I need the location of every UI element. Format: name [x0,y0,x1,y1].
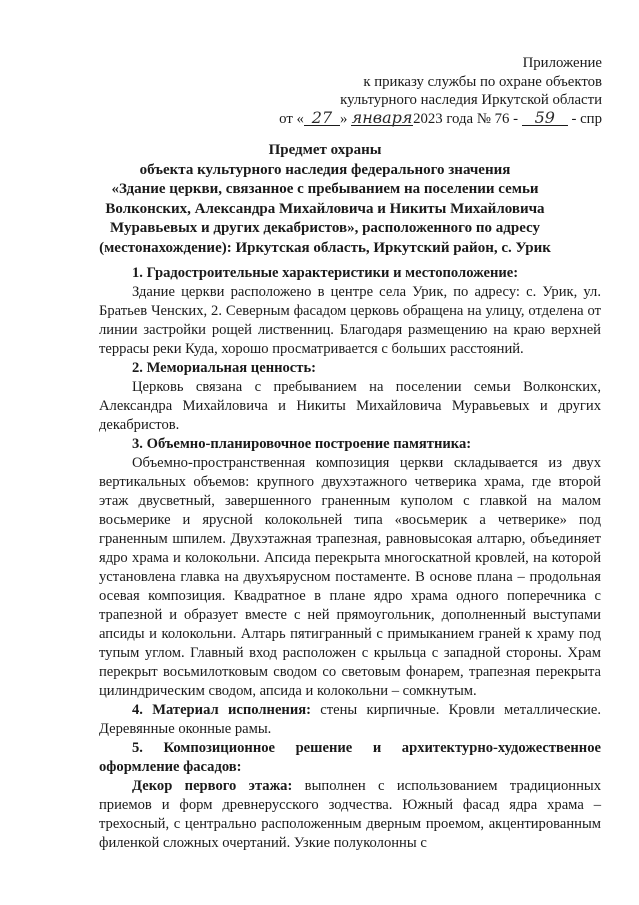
section-1-heading: 1. Градостроительные характеристики и местоположение: [132,265,519,281]
section-1-text: Здание церкви расположено в центре села Урик, по адресу: с. Урик, ул. Братьев Ченских, 2. Северным фасадом церковь обращена на улицу, отделена от линии застройки рощей лиственниц. Благодаря размещению на краю верхней террасы реки Куда, хорошо просматривается с больших расстояний. [99,284,601,357]
section-5-text: выполнен с использованием традиционных приемов и форм древнерусского зодчества. Южный фасад ядра храма – трехосный, с центрально расположенным дверным проемом, акцентированным филенкой сложных очертаний. Узкие полуколонны с [99,778,602,851]
title-line: объекта культурного наследия федерального значения [139,161,511,178]
section-4-heading: 4. Материал исполнения: [132,702,312,718]
section-5-heading-cont: оформление фасадов: [99,759,242,775]
section-4-paragraph [99,701,601,739]
section-3-heading: 3. Объемно-планировочное построение памятника: [132,436,472,452]
handwritten-month: января [351,107,413,127]
date-year-text: 2023 года № 76 - [413,110,519,127]
title-line: (местонахождение): Иркутская область, Иркутский район, с. Урик [99,239,551,256]
section-4-text: стены кирпичные. Кровли металлические. Деревянные оконные рамы. [99,702,601,737]
appendix-order-line: к приказу службы по охране объектов [363,73,602,90]
appendix-label: Приложение [522,55,602,71]
title-line: Предмет охраны [268,142,382,158]
date-quote-close: » [339,110,348,127]
order-suffix: - спр [571,110,602,127]
section-2-text: Церковь связана с пребыванием на поселении семьи Волконских, Александра Михайловича и Никиты Михайловича Муравьевых и других декабристов. [99,379,601,433]
handwritten-number: 59 [522,110,568,126]
section-5-heading: 5. Композиционное решение и архитектурно-художественное [132,740,601,756]
document-body [99,264,601,853]
appendix-date-line [202,107,602,129]
section-3-text: Объемно-пространственная композиция церкви складывается из двух вертикальных объемов: крупного двухэтажного четверика храма, где второй этаж двусветный, завершенного граненным куполом с главкой на малом восьмерике и ярусной колокольней типа «восьмерик а четверике» под граненным шпилем. Двухэтажная трапезная, равновысокая алтарю, объединяет ядро храма и колокольни. Апсида перекрыта многоскатной кровлей, на которой установлена главка на двухъярусном постаменте. В основе плана – продольная осевая композиция. Квадратное в плане ядро храма одного поперечника с трапезной и образует вместе с ней прямоугольник, дополненный выступами апсиды и колокольни. Алтарь пятигранный с примыканием граней к храму под тупым углом. Главный вход расположен с крыльца с западной стороны. Храм перекрыт восьмилотковым сводом со световым фонарем, трапезная перекрыта цилиндрическим сводом, апсида и колокольни – сомкнутым. [99,455,601,699]
section-5-subheading: Декор первого этажа: [132,778,293,794]
appendix-region-line: культурного наследия Иркутской области [340,92,602,109]
document-title [80,141,570,259]
title-line: «Здание церкви, связанное с пребыванием на поселении семьи [111,181,539,198]
appendix-header [202,54,602,128]
title-line: Муравьевых и других декабристов», расположенного по адресу [109,220,540,237]
title-line: Волконских, Александра Михайловича и Никиты Михайловича [105,200,545,217]
date-prefix: от « [279,110,304,127]
section-2-heading: 2. Мемориальная ценность: [132,360,317,376]
handwritten-day: 27 [304,110,340,126]
section-5-paragraph [99,777,601,853]
